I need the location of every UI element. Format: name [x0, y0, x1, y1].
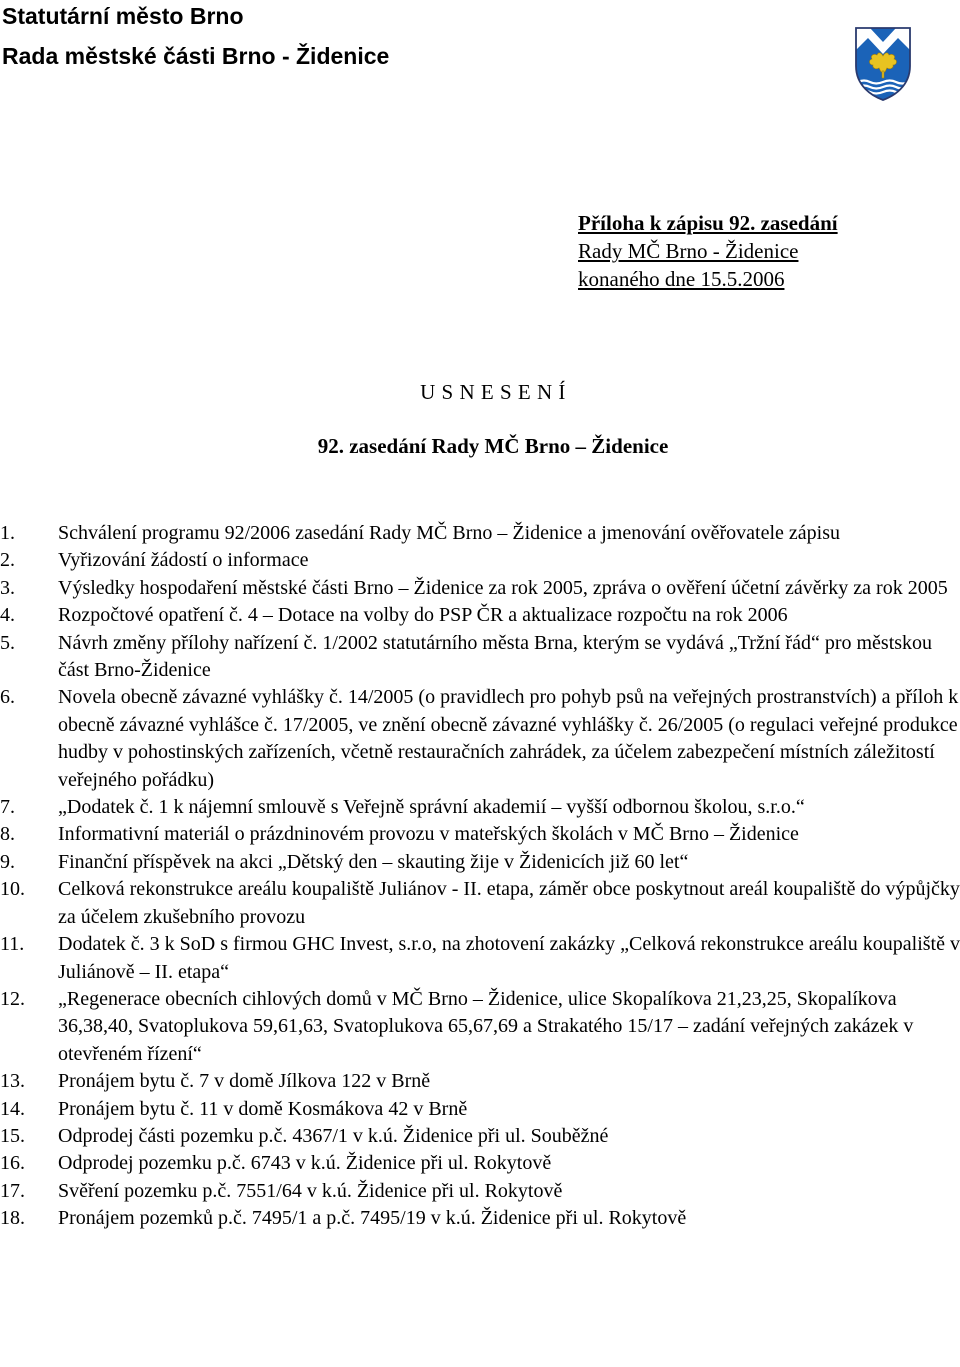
- document-type: [0, 380, 960, 405]
- agenda-item: [0, 1068, 960, 1095]
- agenda-item-number: 16.: [0, 1152, 25, 1175]
- agenda-item-number: 12.: [0, 987, 25, 1010]
- agenda-item-number: 17.: [0, 1179, 25, 1202]
- agenda-item-number: 6.: [0, 686, 15, 709]
- agenda-item-number: 10.: [0, 878, 25, 901]
- agenda-item: [0, 1205, 960, 1232]
- district-crest-icon: [854, 26, 912, 102]
- agenda-item-text: Pronájem pozemků p.č. 7495/1 a p.č. 7495/19 v k.ú. Židenice při ul. Rokytově: [58, 1207, 687, 1230]
- agenda-item-number: 2.: [0, 549, 15, 572]
- agenda-item-number: 18.: [0, 1207, 25, 1230]
- agenda-item: [0, 931, 960, 986]
- agenda-item-number: 11.: [0, 933, 25, 956]
- agenda-item: [0, 849, 960, 876]
- agenda-list: [0, 520, 960, 1233]
- annex-note: [578, 209, 838, 293]
- agenda-item-text: „Dodatek č. 1 k nájemní smlouvě s Veřejně správní akademií – vyšší odbornou školou, s.r.o.“: [58, 796, 805, 819]
- agenda-item: [0, 821, 960, 848]
- council-name: Rada městské části Brno - Židenice: [2, 43, 390, 69]
- agenda-item: [0, 602, 960, 629]
- agenda-item-number: 15.: [0, 1124, 25, 1147]
- meeting-title-text: 92. zasedání Rady MČ Brno – Židenice: [317, 434, 669, 458]
- document-type-text: U S N E S E N Í: [420, 380, 566, 404]
- agenda-item-text: Pronájem bytu č. 7 v domě Jílkova 122 v Brně: [58, 1070, 431, 1093]
- agenda-item-number: 1.: [0, 522, 15, 544]
- agenda-item-text: Odprodej části pozemku p.č. 4367/1 v k.ú. Židenice při ul. Souběžné: [58, 1124, 609, 1147]
- annex-line-2: Rady MČ Brno - Židenice: [578, 239, 799, 263]
- agenda-item-number: 8.: [0, 823, 15, 846]
- agenda-item-text: Schválení programu 92/2006 zasedání Rady MČ Brno – Židenice a jmenování ověřovatele zápisu: [58, 522, 841, 544]
- agenda-item: [0, 575, 960, 602]
- agenda-item: [0, 1178, 960, 1205]
- agenda-item-text: Vyřizování žádostí o informace: [58, 549, 309, 572]
- agenda-item-text: Návrh změny přílohy nařízení č. 1/2002 statutárního města Brna, kterým se vydává „Tržní řád“ pro městskou část Brno-Židenice: [58, 631, 933, 682]
- agenda-item-text: Dodatek č. 3 k SoD s firmou GHC Invest, s.r.o, na zhotovení zakázky „Celková rekonstrukce areálu koupaliště v Juliánově – II. etapa“: [58, 933, 960, 983]
- agenda-item: [0, 1096, 960, 1123]
- agenda-item: [0, 684, 960, 794]
- agenda-item-text: Informativní materiál o prázdninovém provozu v mateřských školách v MČ Brno – Židenice: [58, 823, 799, 846]
- agenda-item-text: Celková rekonstrukce areálu koupaliště Juliánov - II. etapa, záměr obce poskytnout areál koupaliště do výpůjčky za účelem zkušebního provozu: [58, 878, 960, 928]
- agenda-item-text: Novela obecně závazné vyhlášky č. 14/2005 (o pravidlech pro pohyb psů na veřejných prostranstvích) a příloh k obecně závazné vyhlášce č. 17/2005, ve znění obecně závazné vyhlášky č. 26/2005 (o regulaci veřejné produkce hudby v pohostinských zařízeních, včetně restauračních zahrádek, za účelem zabezpečení místních záležitostí veřejného pořádku): [58, 686, 959, 791]
- agenda-item: [0, 547, 960, 574]
- agenda-item-number: 14.: [0, 1097, 25, 1120]
- agenda-item-number: 5.: [0, 631, 15, 654]
- agenda-item: [0, 1123, 960, 1150]
- agenda-item: [0, 794, 960, 821]
- agenda-item: [0, 876, 960, 931]
- agenda-item-text: Finanční příspěvek na akci „Dětský den – skauting žije v Židenicích již 60 let“: [58, 850, 689, 873]
- agenda-item-number: 4.: [0, 604, 15, 627]
- agenda-item: [0, 630, 960, 685]
- meeting-title: [0, 434, 960, 459]
- agenda-item-number: 9.: [0, 850, 15, 873]
- agenda-item-text: Pronájem bytu č. 11 v domě Kosmákova 42 v Brně: [58, 1097, 468, 1120]
- agenda-item-number: 13.: [0, 1070, 25, 1093]
- agenda-item-number: 7.: [0, 796, 15, 819]
- agenda-item: [0, 520, 960, 547]
- agenda-item: [0, 1150, 960, 1177]
- agenda-item-text: „Regenerace obecních cihlových domů v MČ Brno – Židenice, ulice Skopalíkova 21,23,25, Skopalíkova 36,38,40, Svatoplukova 59,61,63, Svatoplukova 65,67,69 a Strakatého 15/17 – zadání veřejných zakázek v otevřeném řízení“: [58, 987, 914, 1065]
- agenda-item-text: Svěření pozemku p.č. 7551/64 v k.ú. Židenice při ul. Rokytově: [58, 1179, 563, 1202]
- annex-line-3: konaného dne 15.5.2006: [578, 267, 785, 291]
- city-name: Statutární město Brno: [2, 3, 244, 29]
- agenda-item: [0, 986, 960, 1068]
- annex-line-1: Příloha k zápisu 92. zasedání: [578, 211, 838, 235]
- agenda-item-text: Rozpočtové opatření č. 4 – Dotace na volby do PSP ČR a aktualizace rozpočtu na rok 2006: [58, 604, 788, 627]
- agenda-item-text: Výsledky hospodaření městské části Brno – Židenice za rok 2005, zpráva o ověření účetní závěrky za rok 2005: [58, 576, 948, 599]
- agenda-item-text: Odprodej pozemku p.č. 6743 v k.ú. Židenice při ul. Rokytově: [58, 1152, 552, 1175]
- agenda-item-number: 3.: [0, 576, 15, 599]
